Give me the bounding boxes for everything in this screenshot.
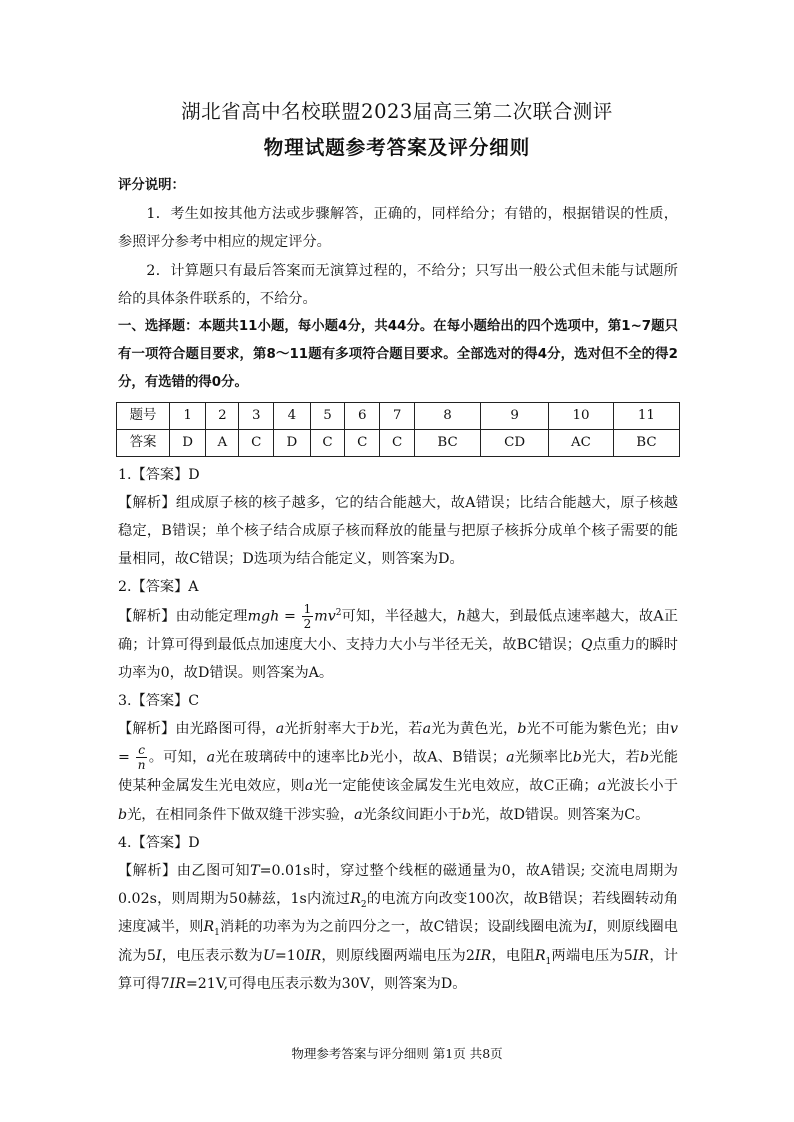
table-cell: C [380, 429, 415, 456]
variable-b: b [360, 749, 370, 766]
text-run: 光，在相同条件下做双缝干涉实验， [127, 806, 355, 823]
subscript: 1 [545, 956, 552, 967]
fraction-numerator: 1 [303, 601, 312, 616]
formula-mgh: mgh [247, 608, 280, 625]
text-run: 光，若 [379, 721, 423, 738]
text-run: 光不可能为紫色光；由 [526, 721, 670, 738]
text-run: 光能使某种金属发生光电效应，则 [118, 749, 678, 795]
fraction-numerator: c [136, 743, 148, 758]
variable-u: U [262, 947, 275, 964]
fraction-denominator: 2 [303, 616, 312, 631]
text-run: ，则原线圈电流为5 [118, 919, 678, 964]
table-cell: 2 [206, 402, 239, 429]
text-run: 光条纹间距小于 [362, 806, 462, 823]
variable-a: a [206, 749, 216, 766]
fraction-denominator: n [137, 758, 146, 773]
variable-a: a [304, 778, 314, 795]
table-cell: A [206, 429, 239, 456]
text-run: 点重力的瞬时功率为0，故D错误。则答案为A。 [118, 636, 678, 681]
text-run: 光大，若 [581, 749, 640, 766]
exam-title: 湖北省高中名校联盟2023届高三第二次联合测评 [181, 100, 613, 123]
table-cell: BC [613, 429, 679, 456]
table-cell: CD [481, 429, 549, 456]
table-cell: 6 [345, 402, 380, 429]
text-run: =21V,可得电压表示数为30V，则答案为D。 [185, 975, 467, 992]
table-cell: 5 [310, 402, 345, 429]
variable-r: R [534, 947, 546, 964]
text-run: ，电压表示数为 [161, 947, 263, 964]
text-run: 光折射率大于 [284, 721, 371, 738]
variable-i: I [155, 947, 162, 964]
text-run: 【解析】由乙图可知 [118, 863, 251, 880]
document-body [118, 172, 678, 998]
q3-answer: 3.【答案】C [118, 693, 200, 710]
variable-h: h [456, 608, 466, 625]
variable-ir: IR [632, 947, 650, 964]
table-cell: 1 [170, 402, 206, 429]
text-run: 两端电压为5 [551, 947, 633, 964]
formula-equals: = [118, 749, 135, 766]
table-cell: 7 [380, 402, 415, 429]
q4-answer: 4.【答案】D [118, 834, 200, 851]
table-header-label: 题号 [117, 402, 170, 429]
text-run: 越大，到最低点速率越大，故A正确；计算可得到最低点加速度大小、支持力大小与半径无关，故BC错误； [118, 608, 678, 653]
document-subtitle: 物理试题参考答案及评分细则 [263, 136, 531, 159]
variable-t: T [250, 863, 260, 880]
answer-row [117, 429, 680, 456]
scoring-heading: 评分说明： [118, 178, 185, 193]
text-run: 可知，半径越大， [341, 608, 457, 625]
text-run: 。可知， [148, 749, 207, 766]
variable-a: a [506, 749, 515, 766]
variable-a: a [597, 778, 607, 795]
table-cell: 9 [481, 402, 549, 429]
q2-answer: 2.【答案】A [118, 579, 199, 596]
variable-b: b [572, 749, 582, 766]
variable-r: R [350, 891, 361, 908]
variable-v: v [669, 721, 678, 738]
q1-analysis: 【解析】组成原子核的核子越多，它的结合能越大，故A错误；比结合能越大，原子核越稳定，B错误；单个核子结合成原子核而释放的能量与把原子核拆分成单个核子需要的能量相同，故C错误；D选项为结合能定义，则答案为D。 [118, 494, 678, 568]
variable-q: Q [580, 636, 593, 653]
table-cell: AC [549, 429, 614, 456]
table-cell: C [239, 429, 274, 456]
text-run: 光在玻璃砖中的速率比 [215, 749, 360, 766]
formula-equals: = [279, 608, 301, 625]
text-run: 光，故D错误。则答案为C。 [471, 806, 650, 823]
table-cell: C [345, 429, 380, 456]
variable-b: b [461, 806, 471, 823]
q4-analysis [118, 857, 678, 998]
variable-a: a [354, 806, 363, 823]
section-heading: 一、选择题：本题共11小题，每小题4分，共44分。在每小题给出的四个选项中，第1~7题只有一项符合题目要求，第8～11题有多项符合题目要求。全部选对的得4分，选对但不全的得2分，有选错的得0分。 [118, 319, 678, 391]
table-cell: C [310, 429, 345, 456]
text-run: ，电阻 [491, 947, 535, 964]
text-run: 【解析】由动能定理 [118, 608, 248, 625]
formula-exponent: 2 [335, 607, 342, 618]
answer-table [116, 402, 680, 457]
subscript: 1 [214, 928, 220, 939]
fraction-c-over-n [136, 743, 148, 772]
variable-a: a [275, 721, 285, 738]
subscript: 2 [360, 900, 367, 911]
variable-ir: IR [304, 947, 322, 964]
text-run: ，计算可得7 [118, 947, 678, 992]
text-run: =0.01s时，穿过整个线框的磁通量为0，故A错误; 交流电周期为0.02s，则周期为50赫兹，1s内流过 [118, 863, 678, 908]
text-run: 光为黄色光， [431, 721, 518, 738]
q1-answer: 1.【答案】D [118, 466, 200, 483]
fraction-half [302, 602, 314, 631]
question-number-row [117, 402, 680, 429]
text-run: 消耗的功率为为之前四分之一，故C错误；设副线圈电流为 [219, 919, 587, 936]
scoring-rule-1: 1．考生如按其他方法或步骤解答，正确的，同样给分；有错的，根据错误的性质，参照评分参考中相应的规定评分。 [118, 206, 678, 251]
text-run: 光小，故A、B错误； [369, 749, 507, 766]
text-run: 光波长小于 [606, 778, 678, 795]
variable-b: b [118, 806, 128, 823]
table-header-label: 答案 [117, 429, 170, 456]
variable-ir: IR [169, 975, 186, 992]
table-cell: 4 [274, 402, 310, 429]
table-cell: 11 [613, 402, 679, 429]
text-run: =10 [274, 947, 305, 964]
table-cell: 8 [415, 402, 481, 429]
q3-analysis [118, 715, 678, 829]
variable-r: R [203, 919, 215, 936]
text-run: 的电流方向改变100次，故B错误；若线圈转动角速度减半，则 [118, 891, 679, 936]
page-footer: 物理参考答案与评分细则 第1页 共8页 [291, 1046, 503, 1061]
variable-ir: IR [474, 947, 492, 964]
table-cell: BC [415, 429, 481, 456]
text-run: 【解析】由光路图可得， [118, 721, 276, 738]
text-run: 光频率比 [514, 749, 573, 766]
variable-a: a [422, 721, 432, 738]
table-cell: D [274, 429, 310, 456]
variable-i: I [586, 919, 593, 936]
formula-mv: mv [314, 608, 336, 625]
text-run: 光一定能使该金属发生光电效应，故C正确； [313, 778, 598, 795]
text-run: ，则原线圈两端电压为2 [321, 947, 475, 964]
variable-b: b [639, 749, 650, 766]
scoring-rule-2: 2．计算题只有最后答案而无演算过程的，不给分；只写出一般公式但未能与试题所给的具体条件联系的，不给分。 [118, 262, 678, 307]
q2-analysis [118, 602, 678, 687]
table-cell: D [170, 429, 206, 456]
table-cell: 3 [239, 402, 274, 429]
variable-b: b [370, 721, 380, 738]
table-cell: 10 [549, 402, 614, 429]
variable-b: b [517, 721, 527, 738]
